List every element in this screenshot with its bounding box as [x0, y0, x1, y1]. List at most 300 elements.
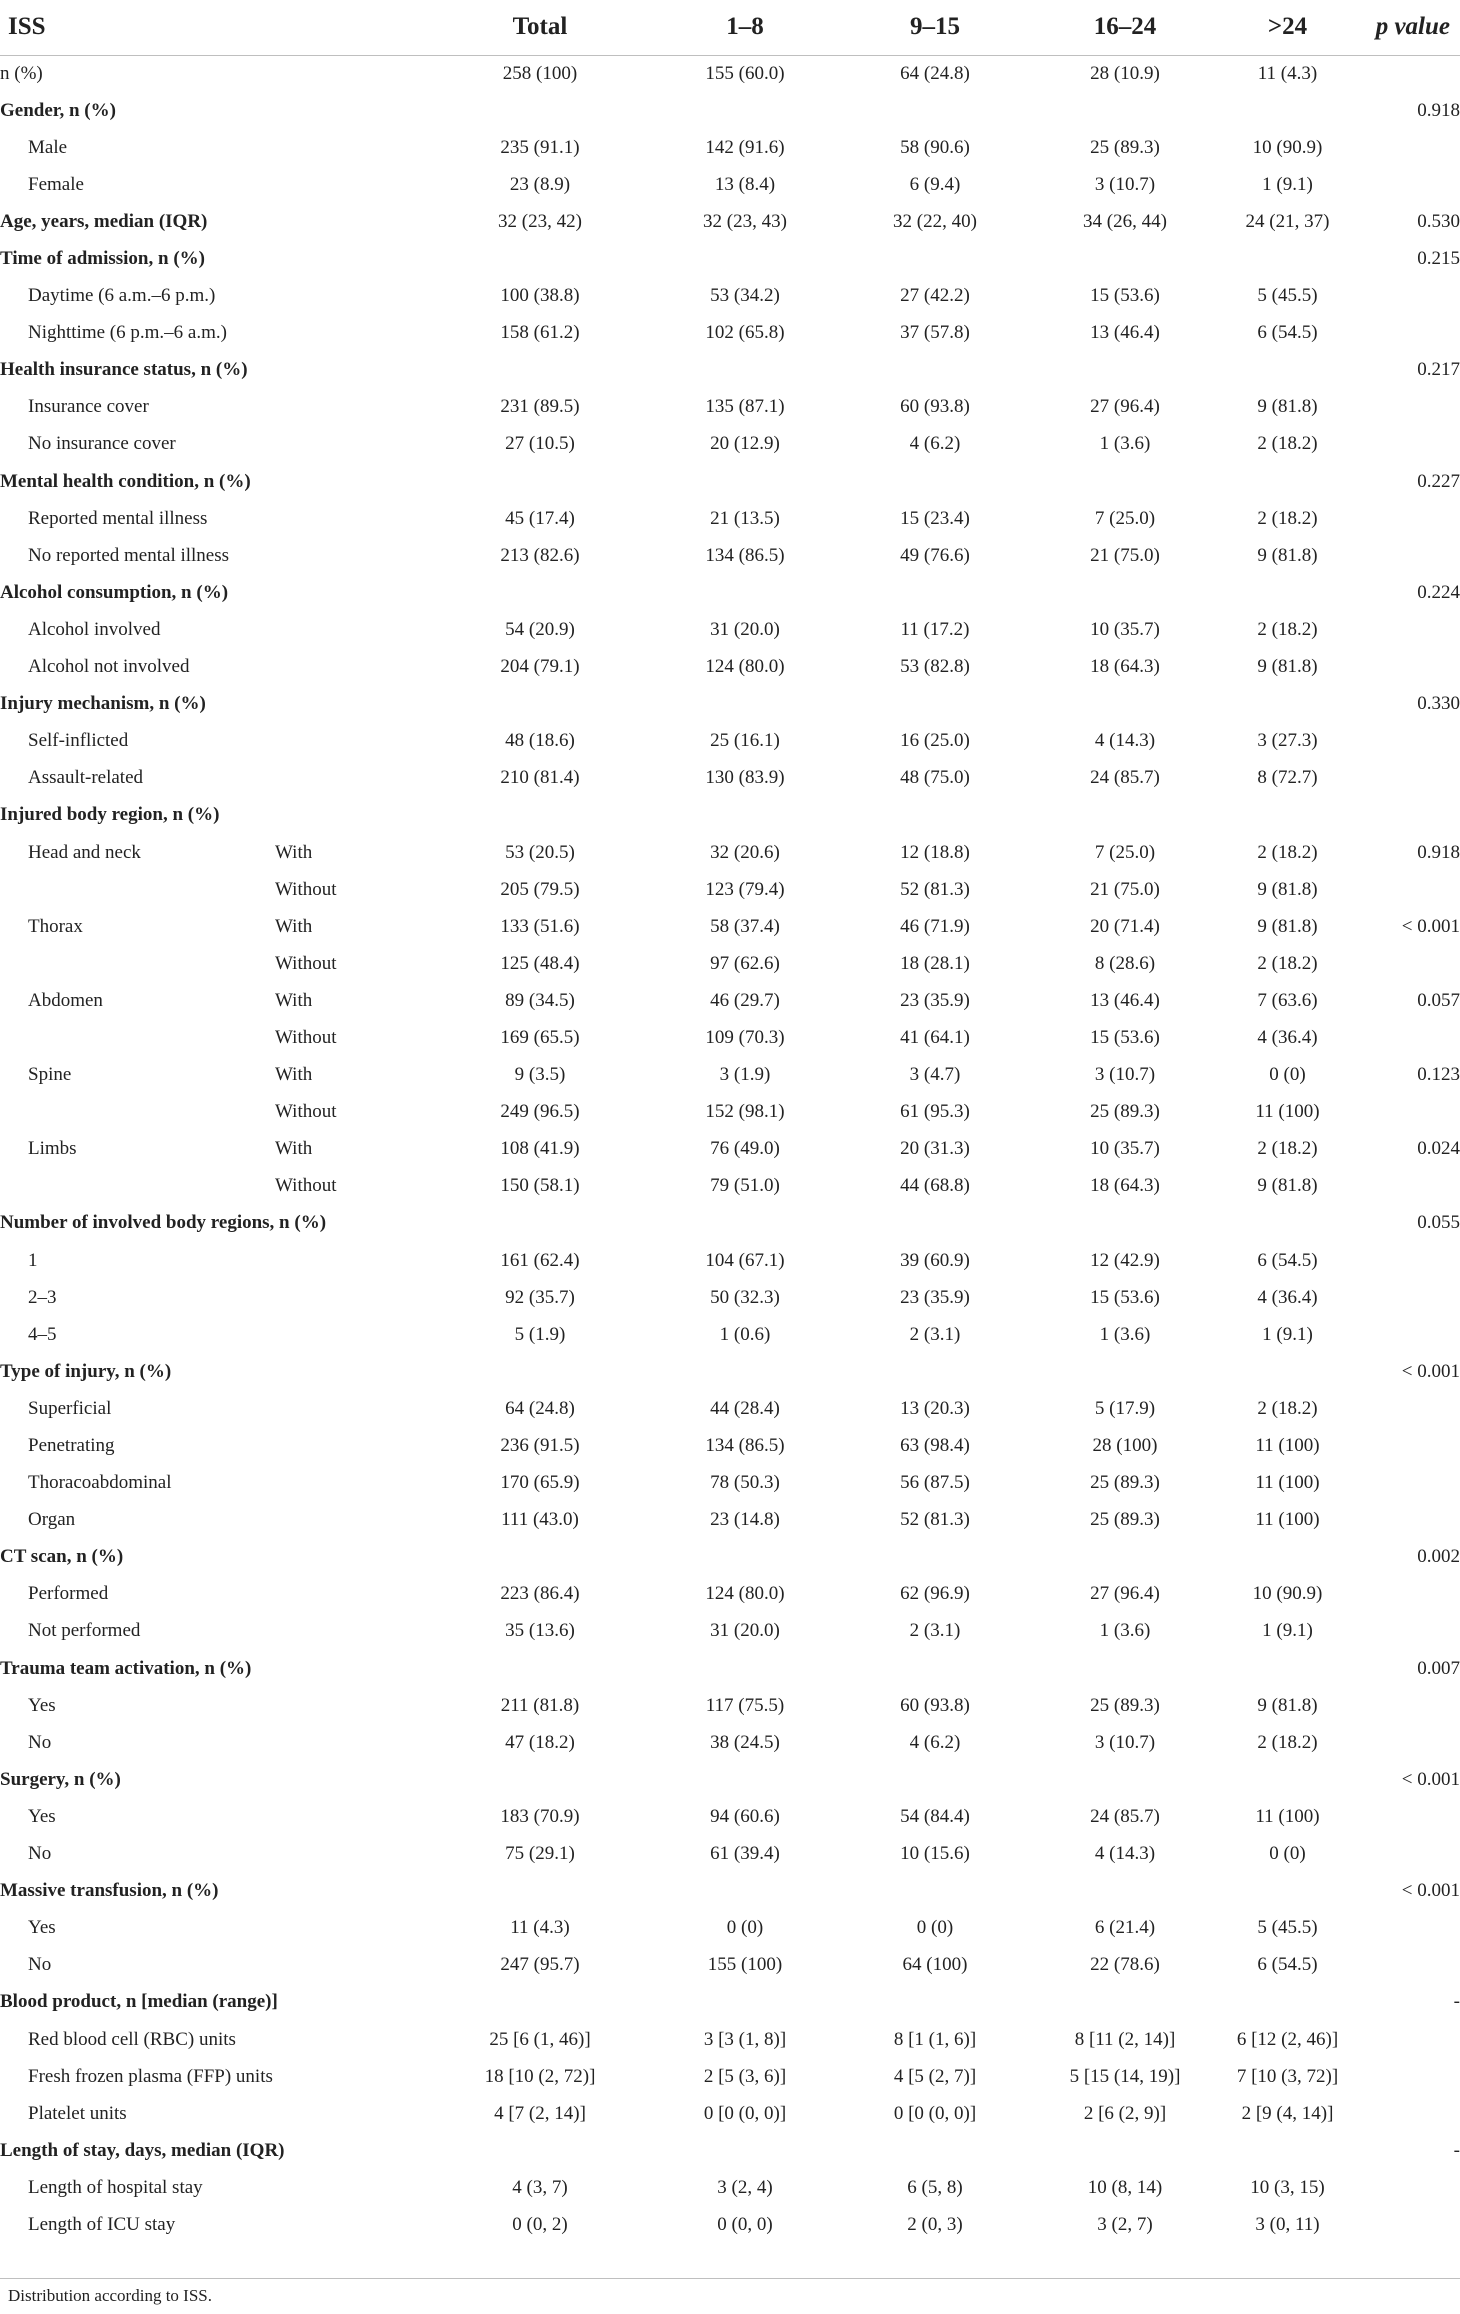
cell-value: 170 (65.9) [500, 1472, 580, 1494]
cell-value [1220, 352, 1355, 389]
cell-value [430, 1984, 650, 2021]
cell-value: 47 (18.2) [505, 1731, 575, 1753]
cell-value: 31 (20.0) [710, 618, 780, 640]
table-section-row [0, 1650, 1460, 1687]
cell-value: 6 (21.4) [1094, 1917, 1156, 1939]
cell-value: 117 (75.5) [705, 1694, 785, 1716]
row-sublabel [275, 686, 430, 723]
cell-value: 20 (12.9) [710, 433, 780, 455]
table-row [0, 1836, 1460, 1873]
cell-value: 8 [1 (1, 6)] [893, 2028, 977, 2050]
cell-value: 21 (75.0) [1090, 878, 1160, 900]
cell-value: 247 (95.7) [500, 1954, 580, 1976]
table-row [0, 1279, 1460, 1316]
cell-value: 134 (86.5) [705, 544, 785, 566]
p-value: 0.215 [1417, 248, 1460, 270]
p-value [1355, 1910, 1460, 1947]
table-row [0, 1019, 1460, 1056]
cell-value: 62 (96.9) [900, 1583, 970, 1605]
cell-value [1220, 1984, 1355, 2021]
table-row [0, 1057, 1460, 1094]
cell-value: 155 (60.0) [705, 62, 785, 84]
cell-value [1220, 92, 1355, 129]
cell-value: 3 (2, 4) [717, 2176, 773, 2198]
table-row [0, 1798, 1460, 1835]
row-sublabel [275, 1427, 430, 1464]
row-sublabel [275, 611, 430, 648]
table-body [0, 55, 1460, 2244]
table-section-row [0, 92, 1460, 129]
p-value: < 0.001 [1401, 915, 1460, 937]
table-section-row [0, 352, 1460, 389]
row-sublabel [275, 203, 430, 240]
cell-value: 7 (25.0) [1094, 841, 1156, 863]
cell-value [1030, 797, 1220, 834]
cell-value: 7 (25.0) [1094, 507, 1156, 529]
cell-value: 9 (81.8) [1257, 878, 1318, 900]
cell-value: 37 (57.8) [900, 322, 970, 344]
cell-value: 5 (17.9) [1094, 1397, 1156, 1419]
cell-value: 31 (20.0) [710, 1620, 780, 1642]
row-label: Penetrating [28, 1435, 115, 1457]
row-label: Assault-related [28, 767, 144, 789]
cell-value: 258 (100) [502, 62, 578, 84]
cell-value: 18 (64.3) [1090, 656, 1160, 678]
cell-value: 3 (0, 11) [1255, 2213, 1320, 2235]
row-sublabel: With [275, 841, 313, 863]
table-row [0, 500, 1460, 537]
cell-value [650, 352, 840, 389]
cell-value [650, 463, 840, 500]
cell-value: 130 (83.9) [705, 767, 785, 789]
cell-value: 11 (100) [1255, 1101, 1320, 1123]
cell-value: 64 (24.8) [505, 1397, 575, 1419]
row-label: Injury mechanism, n (%) [0, 693, 206, 715]
row-label: Yes [28, 1694, 56, 1716]
cell-value: 48 (18.6) [505, 730, 575, 752]
cell-value [1220, 797, 1355, 834]
table-section-row [0, 463, 1460, 500]
row-sublabel [275, 1910, 430, 1947]
row-sublabel [275, 166, 430, 203]
cell-value: 21 (75.0) [1090, 544, 1160, 566]
cell-value: 7 (63.6) [1257, 989, 1318, 1011]
p-value [1355, 426, 1460, 463]
table-row [0, 1724, 1460, 1761]
p-value [1355, 1279, 1460, 1316]
p-value [1355, 2095, 1460, 2132]
row-sublabel [275, 1798, 430, 1835]
cell-value: 134 (86.5) [705, 1435, 785, 1457]
table-row [0, 389, 1460, 426]
cell-value [430, 463, 650, 500]
cell-value: 10 (90.9) [1252, 136, 1323, 158]
p-value [1355, 278, 1460, 315]
column-header-p-value [1355, 0, 1460, 55]
row-label: 2–3 [28, 1286, 57, 1308]
table-row [0, 723, 1460, 760]
row-label: Number of involved body regions, n (%) [0, 1212, 327, 1234]
cell-value: 64 (100) [902, 1954, 968, 1976]
row-label: n (%) [0, 62, 43, 84]
cell-value: 3 (10.7) [1094, 1064, 1156, 1086]
cell-value: 150 (58.1) [500, 1175, 580, 1197]
row-label: Reported mental illness [28, 507, 208, 529]
cell-value: 3 (1.9) [719, 1064, 771, 1086]
table-section-row [0, 1761, 1460, 1798]
cell-value: 158 (61.2) [500, 322, 580, 344]
row-label: Blood product, n [median (range)] [0, 1991, 278, 2013]
cell-value: 9 (3.5) [514, 1064, 566, 1086]
cell-value: 204 (79.1) [500, 656, 580, 678]
cell-value: 9 (81.8) [1257, 396, 1318, 418]
p-value: 0.057 [1417, 989, 1460, 1011]
p-value: 0.123 [1417, 1064, 1460, 1086]
cell-value: 2 (0, 3) [907, 2213, 963, 2235]
table-row [0, 1131, 1460, 1168]
p-value [1355, 2169, 1460, 2206]
row-sublabel [275, 2058, 430, 2095]
cell-value: 54 (20.9) [505, 618, 575, 640]
p-value [1355, 1613, 1460, 1650]
cell-value [1220, 2132, 1355, 2169]
row-label: Age, years, median (IQR) [0, 210, 208, 232]
row-label: Superficial [28, 1397, 112, 1419]
cell-value: 58 (90.6) [900, 136, 970, 158]
p-value: 0.330 [1417, 693, 1460, 715]
column-header-spacer [275, 0, 430, 55]
table-section-row [0, 2132, 1460, 2169]
cell-value: 10 (3, 15) [1250, 2176, 1325, 2198]
cell-value: 38 (24.5) [710, 1731, 780, 1753]
p-value [1355, 2206, 1460, 2243]
cell-value [840, 1873, 1030, 1910]
cell-value [840, 1205, 1030, 1242]
row-sublabel [275, 537, 430, 574]
cell-value: 2 (18.2) [1257, 433, 1318, 455]
row-sublabel [275, 1650, 430, 1687]
row-sublabel [275, 1947, 430, 1984]
row-sublabel [275, 1836, 430, 1873]
row-sublabel: With [275, 1064, 313, 1086]
column-header-iss-16-24: 16–24 [1030, 0, 1220, 55]
p-value: 0.002 [1417, 1546, 1460, 1568]
cell-value [650, 1353, 840, 1390]
cell-value: 13 (20.3) [900, 1397, 970, 1419]
row-sublabel [275, 278, 430, 315]
row-label: 1 [28, 1249, 38, 1271]
cell-value: 60 (93.8) [900, 396, 970, 418]
cell-value [650, 1650, 840, 1687]
cell-value [650, 686, 840, 723]
p-value: 0.007 [1417, 1657, 1460, 1679]
cell-value: 53 (82.8) [900, 656, 970, 678]
cell-value: 2 (3.1) [909, 1323, 961, 1345]
cell-value [1220, 1761, 1355, 1798]
p-value [1355, 1427, 1460, 1464]
cell-value: 61 (39.4) [710, 1843, 780, 1865]
row-sublabel [275, 500, 430, 537]
cell-value [650, 240, 840, 277]
cell-value: 11 (100) [1255, 1435, 1320, 1457]
cell-value: 4 (14.3) [1094, 730, 1156, 752]
row-sublabel [275, 389, 430, 426]
row-label: Fresh frozen plasma (FFP) units [28, 2065, 273, 2087]
row-sublabel [275, 1502, 430, 1539]
row-sublabel [275, 2206, 430, 2243]
row-sublabel [275, 2021, 430, 2058]
cell-value: 3 [3 (1, 8)] [703, 2028, 787, 2050]
row-label: Thorax [28, 915, 83, 937]
cell-value: 15 (53.6) [1090, 285, 1160, 307]
cell-value: 11 (100) [1255, 1472, 1320, 1494]
cell-value: 11 (4.3) [510, 1917, 570, 1939]
cell-value: 9 (81.8) [1257, 656, 1318, 678]
row-sublabel [275, 649, 430, 686]
cell-value: 20 (71.4) [1090, 915, 1160, 937]
row-label: Not performed [28, 1620, 141, 1642]
cell-value: 11 (100) [1255, 1509, 1320, 1531]
p-value [1355, 537, 1460, 574]
cell-value: 25 (89.3) [1090, 1472, 1160, 1494]
cell-value: 53 (20.5) [505, 841, 575, 863]
row-sublabel: With [275, 1138, 313, 1160]
cell-value [840, 1650, 1030, 1687]
cell-value [1220, 1650, 1355, 1687]
p-value: - [1453, 2139, 1460, 2161]
cell-value: 231 (89.5) [500, 396, 580, 418]
row-label: Mental health condition, n (%) [0, 470, 251, 492]
cell-value: 46 (71.9) [900, 915, 970, 937]
cell-value: 23 (8.9) [509, 173, 571, 195]
row-label: Health insurance status, n (%) [0, 359, 248, 381]
row-label: Female [28, 173, 84, 195]
table-row [0, 760, 1460, 797]
cell-value: 11 (4.3) [1257, 62, 1318, 84]
cell-value: 133 (51.6) [500, 915, 580, 937]
cell-value [650, 1205, 840, 1242]
row-sublabel [275, 723, 430, 760]
row-label [0, 1094, 275, 1131]
cell-value: 102 (65.8) [705, 322, 785, 344]
table-row [0, 1502, 1460, 1539]
p-value [1355, 797, 1460, 834]
p-value [1355, 1094, 1460, 1131]
cell-value: 92 (35.7) [505, 1286, 575, 1308]
table-row [0, 1687, 1460, 1724]
table-row [0, 908, 1460, 945]
row-sublabel [275, 2132, 430, 2169]
cell-value [1220, 1539, 1355, 1576]
cell-value [1030, 240, 1220, 277]
cell-value: 1 (9.1) [1262, 1323, 1313, 1345]
cell-value: 2 (18.2) [1257, 1731, 1318, 1753]
p-value: 0.918 [1417, 99, 1460, 121]
cell-value [430, 352, 650, 389]
cell-value: 18 [10 (2, 72)] [484, 2065, 596, 2087]
cell-value [1030, 574, 1220, 611]
cell-value: 211 (81.8) [500, 1694, 580, 1716]
p-value [1355, 1168, 1460, 1205]
column-header-iss: ISS [0, 0, 275, 55]
row-sublabel: With [275, 915, 313, 937]
cell-value: 24 (85.7) [1090, 767, 1160, 789]
cell-value: 46 (29.7) [710, 989, 780, 1011]
table-row [0, 1947, 1460, 1984]
cell-value: 2 (18.2) [1257, 952, 1318, 974]
row-sublabel: Without [275, 1026, 337, 1048]
cell-value: 97 (62.6) [710, 952, 780, 974]
cell-value: 27 (10.5) [505, 433, 575, 455]
cell-value: 2 (3.1) [909, 1620, 961, 1642]
row-label: 4–5 [28, 1323, 57, 1345]
row-label: Type of injury, n (%) [0, 1360, 172, 1382]
cell-value: 32 (23, 43) [703, 210, 787, 232]
table-row [0, 1094, 1460, 1131]
cell-value: 5 (45.5) [1257, 1917, 1318, 1939]
cell-value: 13 (46.4) [1090, 322, 1160, 344]
cell-value: 64 (24.8) [900, 62, 970, 84]
row-label: Length of hospital stay [28, 2176, 203, 2198]
row-label: Red blood cell (RBC) units [28, 2028, 236, 2050]
cell-value: 100 (38.8) [500, 285, 580, 307]
cell-value [1030, 686, 1220, 723]
table-row [0, 611, 1460, 648]
p-value: 0.055 [1417, 1212, 1460, 1234]
cell-value: 4 (3, 7) [512, 2176, 568, 2198]
cell-value: 78 (50.3) [710, 1472, 780, 1494]
row-sublabel [275, 463, 430, 500]
row-label: Head and neck [28, 841, 141, 863]
cell-value [430, 797, 650, 834]
cell-value [1030, 1205, 1220, 1242]
row-label: Length of stay, days, median (IQR) [0, 2139, 285, 2161]
row-label: Performed [28, 1583, 109, 1605]
cell-value [1030, 1353, 1220, 1390]
cell-value: 4 [5 (2, 7)] [893, 2065, 977, 2087]
cell-value [430, 686, 650, 723]
row-label: Injured body region, n (%) [0, 804, 220, 826]
row-label: Alcohol consumption, n (%) [0, 581, 229, 603]
cell-value: 50 (32.3) [710, 1286, 780, 1308]
row-sublabel [275, 1984, 430, 2021]
cell-value: 23 (14.8) [710, 1509, 780, 1531]
row-label: Nighttime (6 p.m.–6 a.m.) [28, 322, 227, 344]
cell-value: 155 (100) [707, 1954, 783, 1976]
cell-value: 104 (67.1) [705, 1249, 785, 1271]
cell-value [1030, 1650, 1220, 1687]
cell-value: 6 (54.5) [1257, 322, 1318, 344]
cell-value: 39 (60.9) [900, 1249, 970, 1271]
cell-value [840, 1761, 1030, 1798]
p-value [1355, 1390, 1460, 1427]
table-row [0, 1613, 1460, 1650]
table-section-row [0, 797, 1460, 834]
cell-value: 161 (62.4) [500, 1249, 580, 1271]
row-sublabel: Without [275, 1101, 337, 1123]
cell-value [430, 1873, 650, 1910]
table-row [0, 1390, 1460, 1427]
table-row [0, 278, 1460, 315]
row-label: Daytime (6 a.m.–6 p.m.) [28, 285, 216, 307]
row-sublabel [275, 574, 430, 611]
p-value: 0.530 [1417, 210, 1460, 232]
cell-value: 0 [0 (0, 0)] [703, 2102, 787, 2124]
row-label: Male [28, 136, 68, 158]
cell-value: 210 (81.4) [500, 767, 580, 789]
table-section-row [0, 686, 1460, 723]
row-sublabel [275, 1613, 430, 1650]
cell-value [430, 1205, 650, 1242]
cell-value: 23 (35.9) [900, 989, 970, 1011]
cell-value: 0 (0) [726, 1917, 764, 1939]
cell-value: 75 (29.1) [505, 1843, 575, 1865]
table-section-row [0, 203, 1460, 240]
cell-value: 135 (87.1) [705, 396, 785, 418]
p-value [1355, 55, 1460, 92]
cell-value: 152 (98.1) [705, 1101, 785, 1123]
row-label: Organ [28, 1509, 76, 1531]
cell-value [430, 92, 650, 129]
row-sublabel [275, 1576, 430, 1613]
p-value [1355, 1947, 1460, 1984]
row-sublabel [275, 1724, 430, 1761]
cell-value: 27 (96.4) [1090, 1583, 1160, 1605]
row-sublabel: Without [275, 1175, 337, 1197]
table-header-row [0, 0, 1460, 55]
table-row [0, 1427, 1460, 1464]
cell-value [840, 1353, 1030, 1390]
row-sublabel [275, 55, 430, 92]
p-value [1355, 1687, 1460, 1724]
p-value [1355, 871, 1460, 908]
cell-value: 28 (100) [1092, 1435, 1158, 1457]
table-row [0, 55, 1460, 92]
p-value-header-text: p value [1375, 13, 1450, 41]
cell-value: 27 (96.4) [1090, 396, 1160, 418]
row-sublabel: With [275, 989, 313, 1011]
cell-value: 6 (9.4) [909, 173, 961, 195]
row-label: Length of ICU stay [28, 2213, 176, 2235]
cell-value: 13 (8.4) [714, 173, 776, 195]
cell-value: 4 (36.4) [1257, 1026, 1318, 1048]
row-label: Limbs [28, 1138, 77, 1160]
cell-value: 5 [15 (14, 19)] [1069, 2065, 1181, 2087]
cell-value: 24 (21, 37) [1245, 210, 1330, 232]
cell-value [1220, 463, 1355, 500]
cell-value: 3 (4.7) [909, 1064, 961, 1086]
row-label: Abdomen [28, 989, 103, 1011]
p-value [1355, 166, 1460, 203]
cell-value: 123 (79.4) [705, 878, 785, 900]
p-value: < 0.001 [1401, 1880, 1460, 1902]
table-row [0, 537, 1460, 574]
cell-value: 25 (89.3) [1090, 1694, 1160, 1716]
cell-value [1030, 1873, 1220, 1910]
row-sublabel [275, 1390, 430, 1427]
cell-value: 9 (81.8) [1257, 1175, 1318, 1197]
cell-value: 0 [0 (0, 0)] [893, 2102, 977, 2124]
row-label: Yes [28, 1805, 56, 1827]
p-value [1355, 611, 1460, 648]
cell-value: 109 (70.3) [705, 1026, 785, 1048]
cell-value: 4 (14.3) [1094, 1843, 1156, 1865]
table-section-row [0, 240, 1460, 277]
cell-value: 76 (49.0) [710, 1138, 780, 1160]
table-row [0, 166, 1460, 203]
table-row [0, 2169, 1460, 2206]
row-sublabel [275, 797, 430, 834]
